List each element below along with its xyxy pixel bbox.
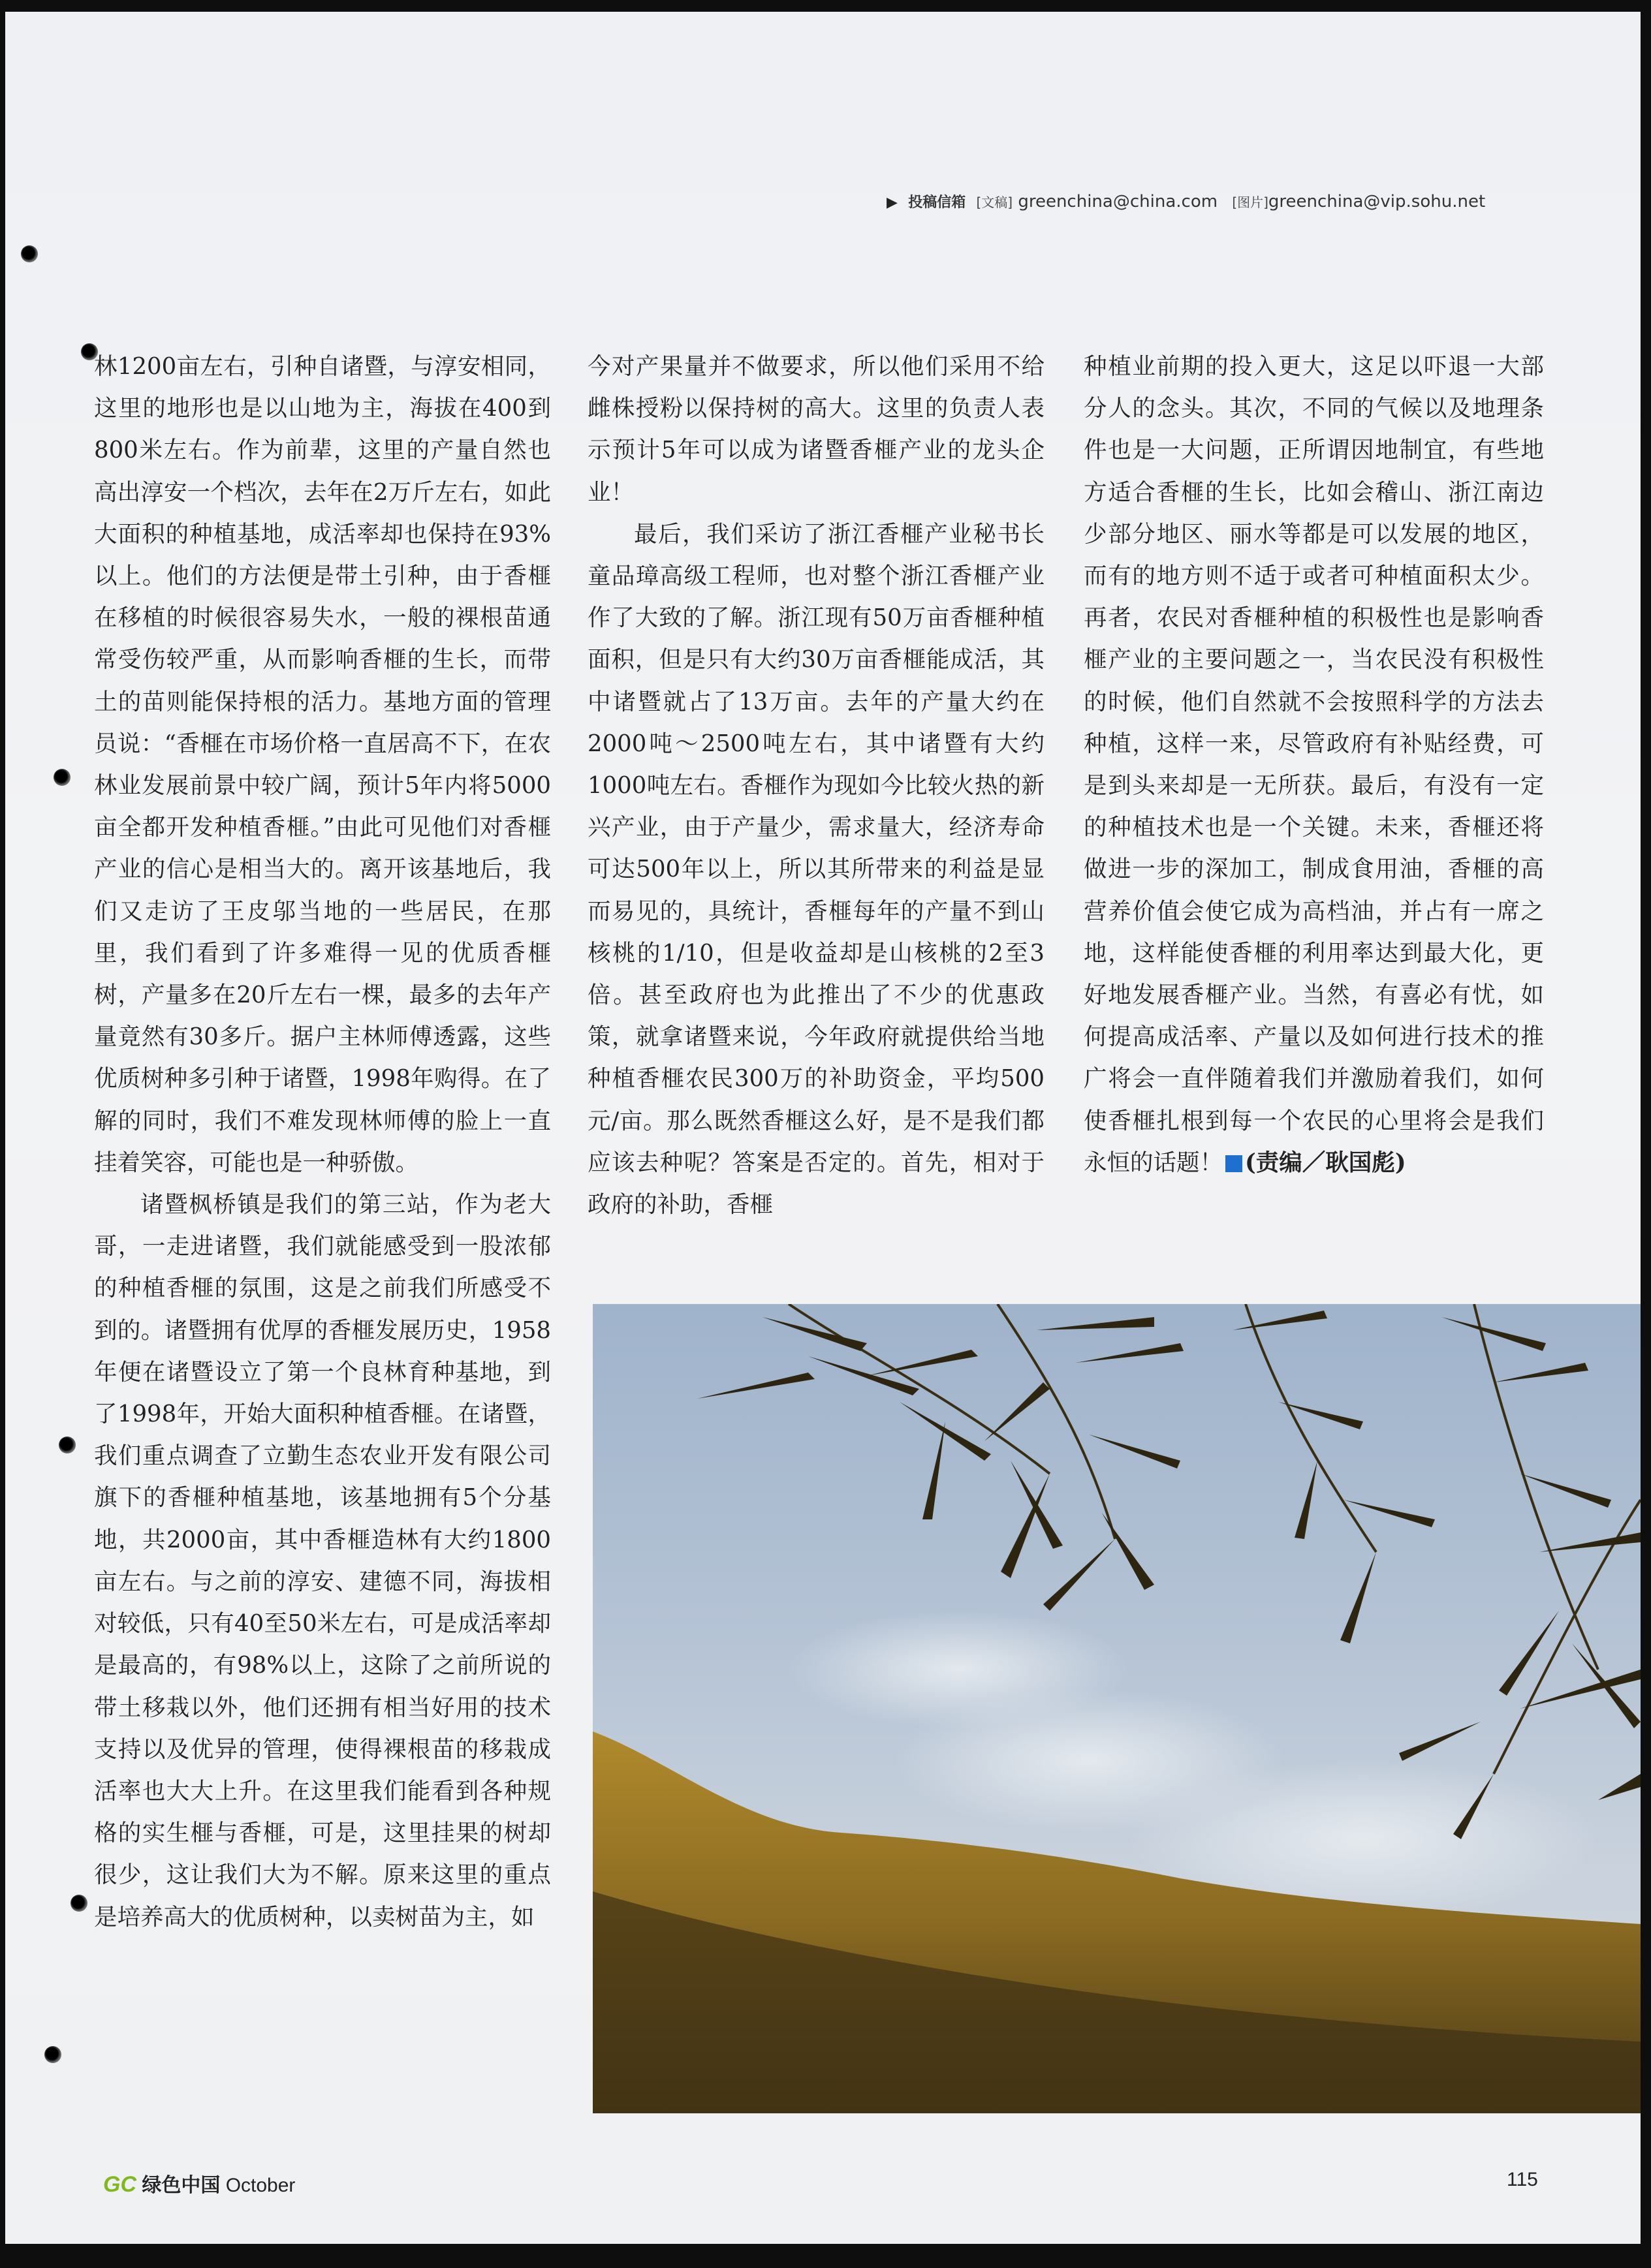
article-column-3 (1084, 346, 1544, 1184)
paragraph: 诸暨枫桥镇是我们的第三站，作为老大哥，一走进诸暨，我们就能感受到一股浓郁的种植香榧的氛围，这是之前我们所感受不到的。诸暨拥有优厚的香榧发展历史，1958年便在诸暨设立了第一个良林育种基地，到了1998年，开始大面积种植香榧。在诸暨，我们重点调查了立勤生态农业开发有限公司旗下的香榧种植基地，该基地拥有5个分基地，共2000亩，其中香榧造林有大约1800亩左右。与之前的淳安、建德不同，海拔相对较低，只有40至50米左右，可是成活率却是最高的，有98%以上，这除了之前所说的带土移栽以外，他们还拥有相当好用的技术支持以及优异的管理，使得裸根苗的移栽成活率也大大上升。在这里我们能看到各种规格的实生榧与香榧，可是，这里挂果的树却很少，这让我们大为不解。原来这里的重点是培养高大的优质树种，以卖树苗为主，如 (94, 1191, 551, 1931)
paragraph: 最后，我们采访了浙江香榧产业秘书长童品璋高级工程师，也对整个浙江香榧产业作了大致的了解。浙江现有50万亩香榧种植面积，但是只有大约30万亩香榧能成活，其中诸暨就占了13万亩。去年的产量大约在2000吨～2500吨左右，其中诸暨有大约1000吨左右。香榧作为现如今比较火热的新兴产业，由于产量少，需求量大，经济寿命可达500年以上，所以其所带来的利益是显而易见的，具统计，香榧每年的产量不到山核桃的1/10，但是收益却是山核桃的2至3倍。甚至政府也为此推出了不少的优惠政策，就拿诸暨来说，今年政府就提供给当地种植香榧农民300万的补助资金，平均500元/亩。那么既然香榧这么好，是不是我们都应该去种呢？答案是否定的。首先，相对于政府的补助，香榧 (588, 520, 1045, 1219)
header-label: 投稿信箱 (908, 194, 966, 211)
editor-signature: (责编／耿国彪) (1245, 1149, 1406, 1176)
image-email: greenchina@vip.sohu.net (1268, 192, 1486, 211)
binding-hole (21, 245, 38, 262)
end-mark-icon (1225, 1155, 1242, 1172)
issue-month: October (225, 2175, 296, 2196)
text-tag: [文稿] (976, 194, 1013, 210)
page-number: 115 (1507, 2169, 1538, 2190)
binding-hole (59, 1437, 76, 1453)
magazine-name: 绿色中国 (142, 2175, 221, 2196)
paragraph: 今对产果量并不做要求，所以他们采用不给雌株授粉以保持树的高大。这里的负责人表示预计5年可以成为诸暨香榧产业的龙头企业！ (588, 353, 1045, 506)
submission-header (887, 191, 1485, 211)
torreya-forest-photo (593, 1304, 1641, 2113)
article-column-1 (94, 346, 551, 1938)
binding-hole (44, 2046, 61, 2063)
gc-logo: GC (103, 2172, 136, 2197)
text-email: greenchina@china.com (1018, 192, 1218, 211)
footer-masthead (103, 2169, 295, 2198)
magazine-page (5, 12, 1641, 2244)
paragraph-text: 种植业前期的投入更大，这足以吓退一大部分人的念头。其次，不同的气候以及地理条件也是一大问题，正所谓因地制宜，有些地方适合香榧的生长，比如会稽山、浙江南边少部分地区、丽水等都是可以发展的地区，而有的地方则不适于或者可种植面积太少。再者，农民对香榧种植的积极性也是影响香榧产业的主要问题之一，当农民没有积极性的时候，他们自然就不会按照科学的方法去种植，这样一来，尽管政府有补贴经费，可是到头来却是一无所获。最后，有没有一定的种植技术也是一个关键。未来，香榧还将做进一步的深加工，制成食用油，香榧的高营养价值会使它成为高档油，并占有一席之地，这样能使香榧的利用率达到最大化，更好地发展香榧产业。当然，有喜必有忧，如何提高成活率、产量以及如何进行技术的推广将会一直伴随着我们并激励着我们，如何使香榧扎根到每一个农民的心里将会是我们永恒的话题！ (1084, 353, 1544, 1176)
article-column-2 (588, 346, 1045, 1226)
binding-hole (71, 1895, 87, 1912)
paragraph (1084, 346, 1544, 1184)
image-tag: [图片] (1232, 194, 1268, 210)
landscape-illustration (593, 1304, 1641, 2113)
play-arrow-icon: ▶ (887, 194, 898, 211)
binding-hole (54, 769, 71, 786)
paragraph: 林1200亩左右，引种自诸暨，与淳安相同，这里的地形也是以山地为主，海拔在400到800米左右。作为前辈，这里的产量自然也高出淳安一个档次，去年在2万斤左右，如此大面积的种植基地，成活率却也保持在93%以上。他们的方法便是带土引种，由于香榧在移植的时候很容易失水，一般的裸根苗通常受伤较严重，从而影响香榧的生长，而带土的苗则能保持根的活力。基地方面的管理员说：“香榧在市场价格一直居高不下，在农林业发展前景中较广阔，预计5年内将5000亩全都开发种植香榧。”由此可见他们对香榧产业的信心是相当大的。离开该基地后，我们又走访了王皮邬当地的一些居民，在那里，我们看到了许多难得一见的优质香榧树，产量多在20斤左右一棵，最多的去年产量竟然有30多斤。据户主林师傅透露，这些优质树种多引种于诸暨，1998年购得。在了解的同时，我们不难发现林师傅的脸上一直挂着笑容，可能也是一种骄傲。 (94, 353, 551, 1176)
